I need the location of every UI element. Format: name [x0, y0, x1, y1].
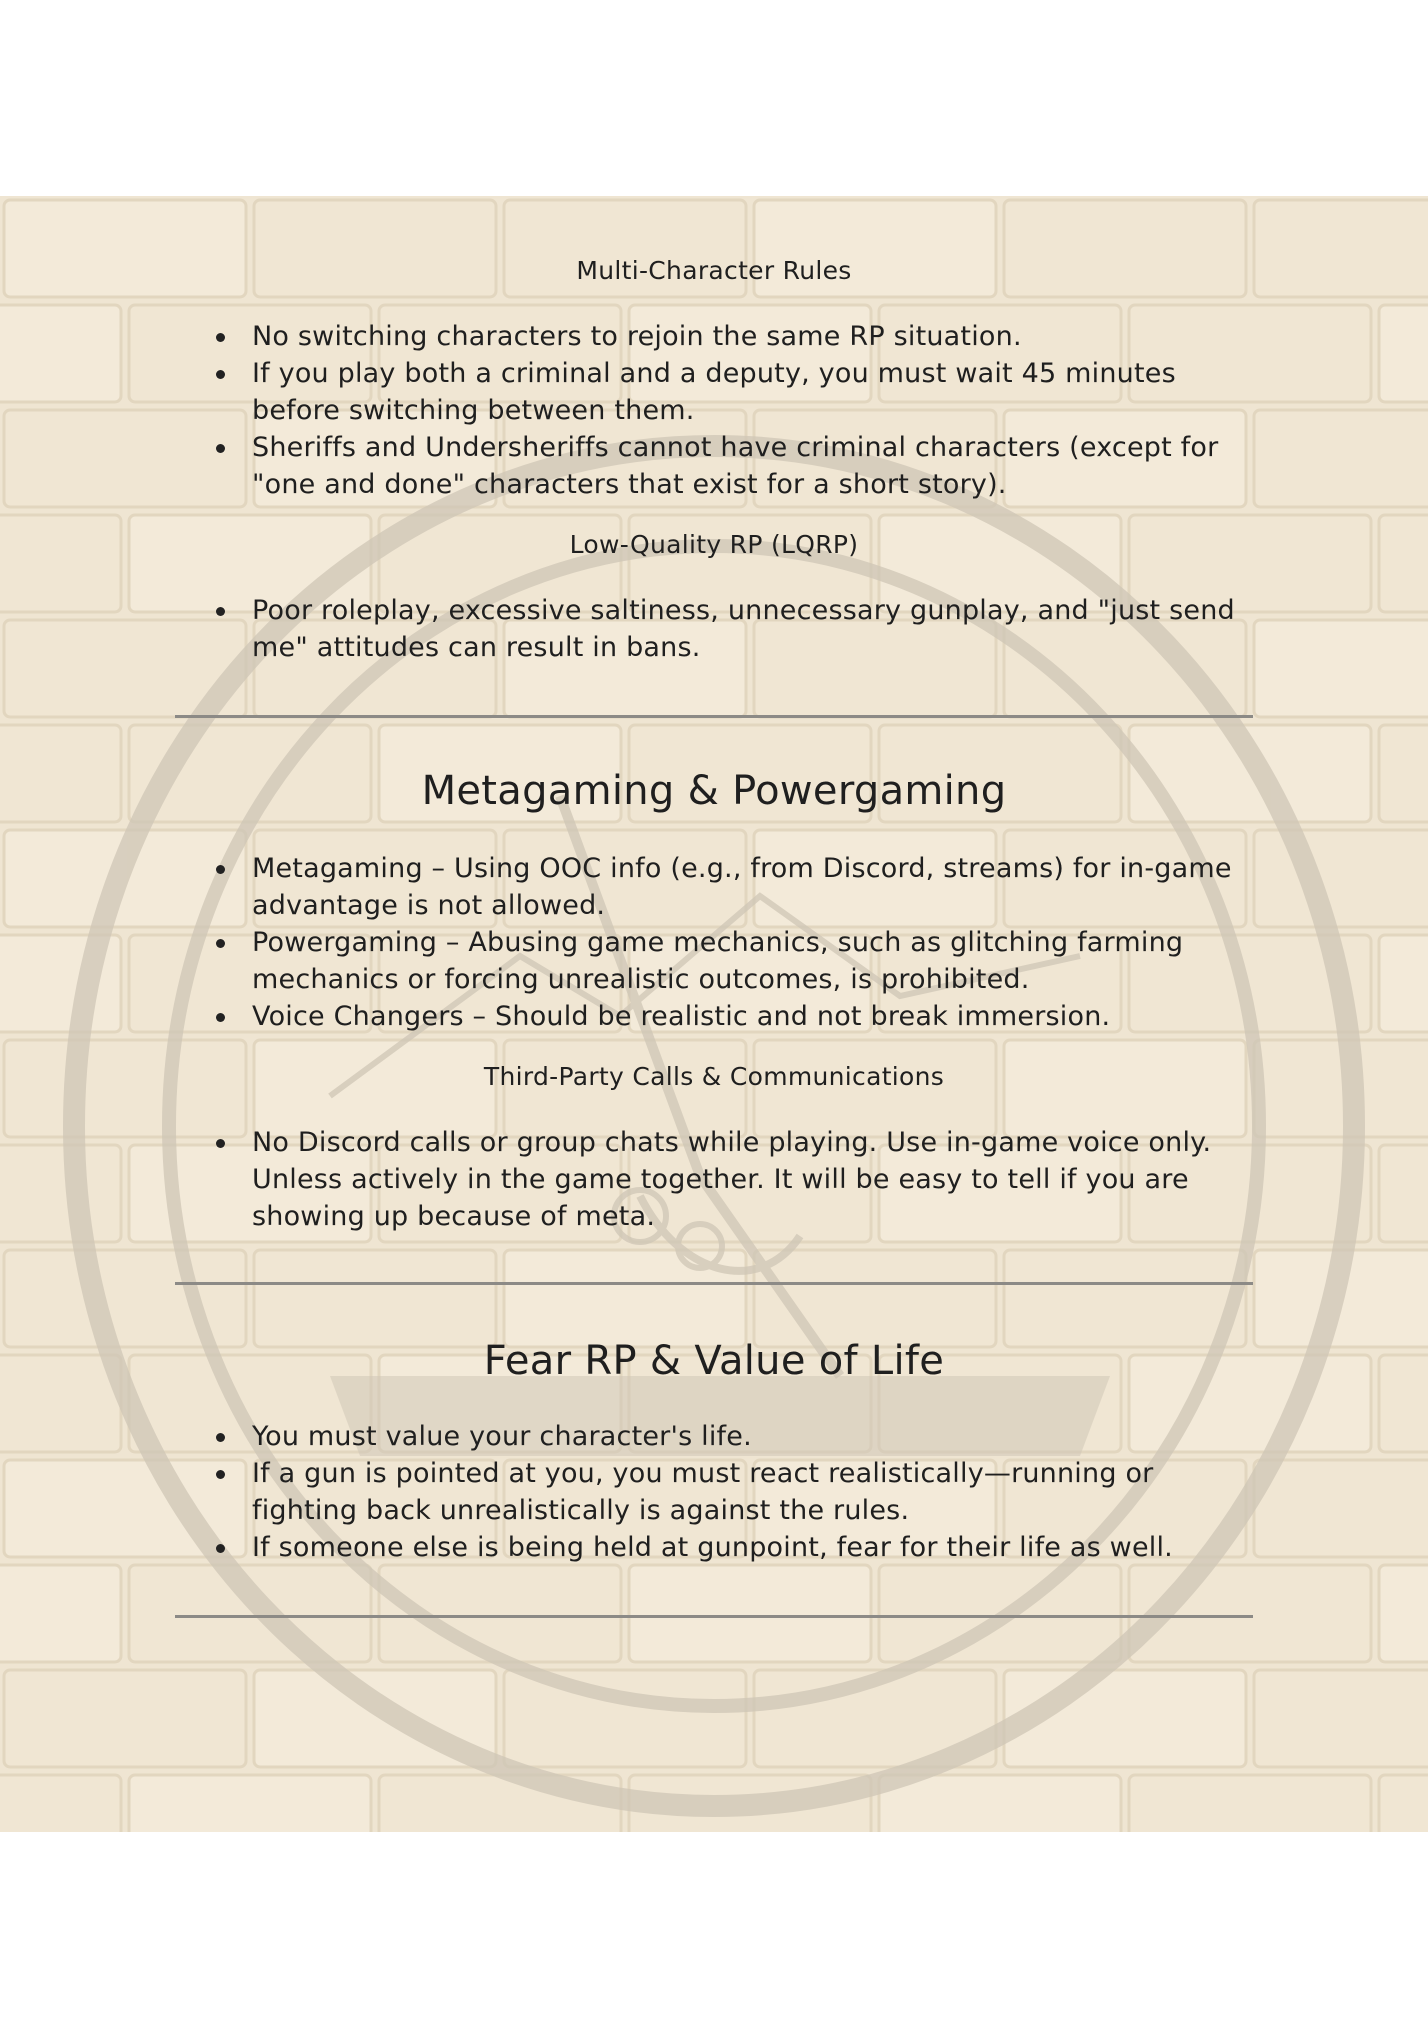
section-divider	[175, 715, 1253, 718]
third-party-title: Third-Party Calls & Communications	[483, 1062, 945, 1091]
multi-character-list	[212, 318, 1262, 503]
list-item: If you play both a criminal and a deputy, you must wait 45 minutes before switching between them.	[212, 355, 1262, 429]
list-item: No Discord calls or group chats while playing. Use in-game voice only. Unless actively in the game together. It will be easy to tell if you are showing up because of meta.	[212, 1124, 1262, 1235]
list-item: No switching characters to rejoin the same RP situation.	[212, 318, 1262, 355]
section-divider	[175, 1615, 1253, 1618]
section-divider	[175, 1282, 1253, 1285]
fear-rp-list	[212, 1418, 1262, 1566]
fear-rp-heading: Fear RP & Value of Life	[483, 1338, 945, 1384]
list-item: Poor roleplay, excessive saltiness, unnecessary gunplay, and "just send me" attitudes can result in bans.	[212, 592, 1262, 666]
list-item: You must value your character's life.	[212, 1418, 1262, 1455]
metagaming-list	[212, 850, 1262, 1035]
lqrp-list	[212, 592, 1262, 666]
list-item: Sheriffs and Undersheriffs cannot have criminal characters (except for "one and done" characters that exist for a short story).	[212, 429, 1262, 503]
list-item: Powergaming – Abusing game mechanics, such as glitching farming mechanics or forcing unrealistic outcomes, is prohibited.	[212, 924, 1262, 998]
list-item: Metagaming – Using OOC info (e.g., from Discord, streams) for in-game advantage is not allowed.	[212, 850, 1262, 924]
list-item: If a gun is pointed at you, you must react realistically—running or fighting back unrealistically is against the rules.	[212, 1455, 1262, 1529]
metagaming-heading: Metagaming & Powergaming	[421, 768, 1007, 814]
third-party-list	[212, 1124, 1262, 1235]
lqrp-title: Low-Quality RP (LQRP)	[569, 530, 859, 559]
list-item: Voice Changers – Should be realistic and not break immersion.	[212, 998, 1262, 1035]
list-item: If someone else is being held at gunpoint, fear for their life as well.	[212, 1529, 1262, 1566]
multi-character-title: Multi-Character Rules	[576, 256, 852, 285]
